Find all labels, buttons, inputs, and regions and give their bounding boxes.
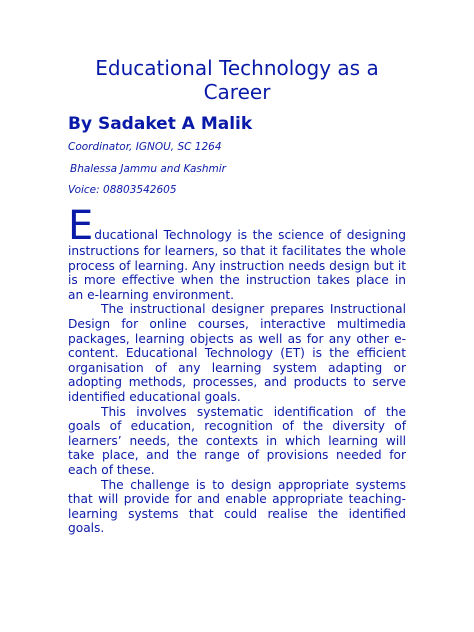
paragraph-3: This involves systematic identification of the goals of education, recognition of the diversity of learners’ needs, the contexts in which learning will take place, and the range of provisions needed for each of these. [68,404,406,477]
paragraph-1-text: ducational Technology is the science of designing instructions for learners, so that it facilitates the whole process of learning. Any instruction needs design but it is more effective when the instruction takes place in an e-learning environment. [68,228,406,302]
paragraph-2: The instructional designer prepares Instructional Design for online courses, interactive multimedia packages, learning objects as well as for any other e-content. Educational Technology (ET) is the efficient organisation of any learning system adapting or adopting methods, processes, and products to serve identified educational goals. [68,302,406,404]
author-line: By Sadaket A Malik [68,114,253,134]
voice-line: Voice: 08803542605 [68,184,177,196]
document-title: Educational Technology as a Career [95,56,379,104]
drop-cap: E [68,203,94,249]
body-text [68,203,406,536]
coordinator-line: Coordinator, IGNOU, SC 1264 [68,141,222,153]
paragraph-4: The challenge is to design appropriate systems that will provide for and enable appropriate teaching-learning systems that could realise the identified goals. [68,477,406,536]
location-line: Bhalessa Jammu and Kashmir [70,163,226,175]
paragraph-1 [68,203,406,302]
